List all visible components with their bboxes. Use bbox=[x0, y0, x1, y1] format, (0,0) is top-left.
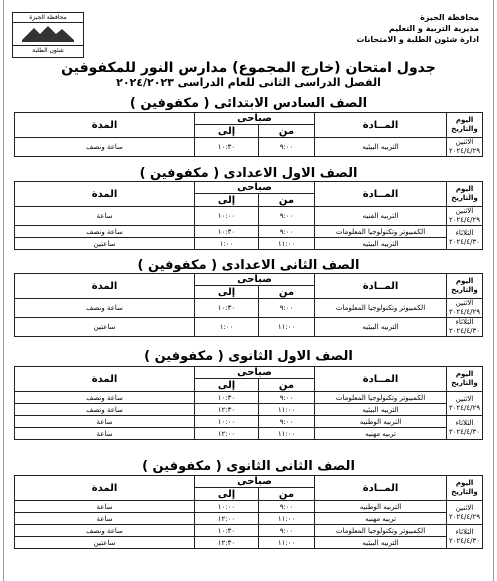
col-header-day: اليوم والتاريخ bbox=[447, 367, 483, 392]
from-time-cell: ١١:٠٠ bbox=[259, 238, 315, 250]
from-time-cell: ١١:٠٠ bbox=[259, 404, 315, 416]
from-time-cell: ٩:٠٠ bbox=[259, 501, 315, 513]
table-row bbox=[15, 428, 483, 440]
table-row bbox=[15, 238, 483, 250]
col-header-duration: المدة bbox=[15, 367, 195, 392]
col-header-period: صباحى bbox=[195, 274, 315, 286]
duration-cell: ساعة ونصف bbox=[15, 404, 195, 416]
day-label: الثلاثاء bbox=[455, 418, 474, 427]
subject-cell: الكمبيوتر وتكنولوجيا المعلومات bbox=[315, 226, 447, 238]
from-time-cell: ١١:٠٠ bbox=[259, 318, 315, 337]
organization-block bbox=[356, 12, 479, 45]
col-header-day: اليوم والتاريخ bbox=[447, 476, 483, 501]
col-header-from: من bbox=[259, 125, 315, 138]
date-label: ٢٠٢٤/٤/٢٩ bbox=[448, 147, 481, 155]
duration-cell: ساعة bbox=[15, 501, 195, 513]
table-row bbox=[15, 416, 483, 428]
exam-table bbox=[14, 181, 483, 250]
day-date-cell bbox=[447, 207, 483, 226]
date-label: ٢٠٢٤/٤/٢٩ bbox=[448, 403, 481, 412]
to-time-cell: ١٠:٠٠ bbox=[195, 416, 259, 428]
subject-cell: التربيه البيئيه bbox=[315, 404, 447, 416]
col-header-period: صباحى bbox=[195, 476, 315, 488]
from-time-cell: ١١:٠٠ bbox=[259, 513, 315, 525]
table-row bbox=[15, 318, 483, 337]
duration-cell: ساعة ونصف bbox=[15, 299, 195, 318]
from-time-cell: ١١:٠٠ bbox=[259, 428, 315, 440]
day-date-cell bbox=[447, 416, 483, 440]
ministry-logo bbox=[12, 12, 84, 58]
col-header-subject: المــادة bbox=[315, 182, 447, 207]
col-header-day: اليوم والتاريخ bbox=[447, 113, 483, 138]
day-date-cell bbox=[447, 299, 483, 318]
table-row bbox=[15, 392, 483, 404]
day-label: الثلاثاء bbox=[455, 318, 474, 326]
duration-cell: ساعتين bbox=[15, 537, 195, 549]
document-title-block bbox=[0, 60, 497, 90]
org-line-governorate: محافظة الجيزة bbox=[420, 13, 479, 22]
subject-cell: تربيه مهنيه bbox=[315, 513, 447, 525]
from-time-cell: ٩:٠٠ bbox=[259, 416, 315, 428]
col-header-period: صباحى bbox=[195, 182, 315, 194]
from-time-cell: ٩:٠٠ bbox=[259, 226, 315, 238]
table-row bbox=[15, 138, 483, 157]
subject-cell: الكمبيوتر وتكنولوجيا المعلومات bbox=[315, 299, 447, 318]
duration-cell: ساعة ونصف bbox=[15, 392, 195, 404]
table-row bbox=[15, 525, 483, 537]
grade-title: الصف الاول الثانوى ( مكفوفين ) bbox=[144, 349, 353, 364]
to-time-cell: ١٠:٣٠ bbox=[195, 299, 259, 318]
date-label: ٢٠٢٤/٤/٣٠ bbox=[448, 536, 481, 545]
subject-cell: التربيه الفنيه bbox=[315, 207, 447, 226]
day-label: الاثنين bbox=[455, 299, 474, 307]
subject-cell: التربيه البيئيه bbox=[315, 537, 447, 549]
col-header-duration: المدة bbox=[15, 274, 195, 299]
duration-cell: ساعة ونصف bbox=[15, 138, 195, 157]
to-time-cell: ١٠:٣٠ bbox=[195, 138, 259, 157]
day-label: الاثنين bbox=[455, 503, 474, 512]
org-line-administration: ادارة شئون الطلبة و الامتحانات bbox=[356, 35, 479, 44]
grade-title: الصف الثانى الثانوى ( مكفوفين ) bbox=[142, 459, 355, 474]
to-time-cell: ١٠:٣٠ bbox=[195, 525, 259, 537]
date-label: ٢٠٢٤/٤/٢٩ bbox=[448, 512, 481, 521]
col-header-day: اليوم والتاريخ bbox=[447, 274, 483, 299]
logo-emblem-icon bbox=[13, 23, 83, 45]
duration-cell: ساعة bbox=[15, 428, 195, 440]
col-header-to: إلى bbox=[195, 286, 259, 299]
to-time-cell: ١٢:٣٠ bbox=[195, 404, 259, 416]
table-row bbox=[15, 537, 483, 549]
col-header-period: صباحى bbox=[195, 113, 315, 125]
table-row bbox=[15, 207, 483, 226]
subject-cell: التربيه البيئيه bbox=[315, 238, 447, 250]
to-time-cell: ١:٠٠ bbox=[195, 238, 259, 250]
day-date-cell bbox=[447, 226, 483, 250]
duration-cell: ساعتين bbox=[15, 318, 195, 337]
subject-cell: التربيه الوطنيه bbox=[315, 501, 447, 513]
day-date-cell bbox=[447, 525, 483, 549]
grade-title: الصف السادس الابتدائى ( مكفوفين ) bbox=[129, 96, 368, 111]
duration-cell: ساعة ونصف bbox=[15, 226, 195, 238]
col-header-subject: المــادة bbox=[315, 476, 447, 501]
subject-cell: تربيه مهنيه bbox=[315, 428, 447, 440]
exam-table bbox=[14, 273, 483, 337]
to-time-cell: ١٠:٠٠ bbox=[195, 501, 259, 513]
from-time-cell: ٩:٠٠ bbox=[259, 392, 315, 404]
day-date-cell bbox=[447, 392, 483, 416]
subject-cell: الكمبيوتر وتكنولوجيا المعلومات bbox=[315, 525, 447, 537]
from-time-cell: ٩:٠٠ bbox=[259, 207, 315, 226]
table-row bbox=[15, 501, 483, 513]
col-header-to: إلى bbox=[195, 194, 259, 207]
document-title: جدول امتحان (خارج المجموع) مدارس النور للمكفوفين bbox=[61, 60, 436, 76]
date-label: ٢٠٢٤/٤/٣٠ bbox=[448, 427, 481, 436]
col-header-duration: المدة bbox=[15, 476, 195, 501]
col-header-to: إلى bbox=[195, 488, 259, 501]
grade-title: الصف الثانى الاعدادى ( مكفوفين ) bbox=[137, 258, 360, 273]
col-header-period: صباحى bbox=[195, 367, 315, 379]
from-time-cell: ٩:٠٠ bbox=[259, 525, 315, 537]
day-label: الاثنين bbox=[455, 394, 474, 403]
table-row bbox=[15, 299, 483, 318]
to-time-cell: ١٠:٠٠ bbox=[195, 207, 259, 226]
date-label: ٢٠٢٤/٤/٢٩ bbox=[448, 308, 481, 316]
to-time-cell: ١٠:٣٠ bbox=[195, 392, 259, 404]
duration-cell: ساعة bbox=[15, 207, 195, 226]
exam-table bbox=[14, 366, 483, 440]
document-subtitle: الفصل الدراسى الثانى للعام الدراسى ٢٠٢٤/٢٠٢٣ bbox=[116, 76, 381, 89]
day-date-cell bbox=[447, 318, 483, 337]
duration-cell: ساعة bbox=[15, 416, 195, 428]
document-header bbox=[0, 6, 497, 54]
to-time-cell: ١:٠٠ bbox=[195, 318, 259, 337]
day-label: الاثنين bbox=[455, 138, 474, 146]
duration-cell: ساعة ونصف bbox=[15, 525, 195, 537]
subject-cell: الكمبيوتر وتكنولوجيا المعلومات bbox=[315, 392, 447, 404]
duration-cell: ساعتين bbox=[15, 238, 195, 250]
col-header-from: من bbox=[259, 488, 315, 501]
date-label: ٢٠٢٤/٤/٣٠ bbox=[448, 237, 481, 246]
grade-title: الصف الاول الاعدادى ( مكفوفين ) bbox=[139, 166, 358, 181]
col-header-day: اليوم والتاريخ bbox=[447, 182, 483, 207]
to-time-cell: ١٢:٠٠ bbox=[195, 513, 259, 525]
to-time-cell: ١٢:٣٠ bbox=[195, 537, 259, 549]
col-header-to: إلى bbox=[195, 379, 259, 392]
logo-top-text: محافظة الجيزة bbox=[13, 13, 83, 23]
day-date-cell bbox=[447, 501, 483, 525]
date-label: ٢٠٢٤/٤/٣٠ bbox=[448, 327, 481, 335]
col-header-subject: المــادة bbox=[315, 113, 447, 138]
table-row bbox=[15, 226, 483, 238]
col-header-duration: المدة bbox=[15, 113, 195, 138]
date-label: ٢٠٢٤/٤/٢٩ bbox=[448, 216, 481, 224]
day-label: الاثنين bbox=[455, 207, 474, 215]
to-time-cell: ١٠:٣٠ bbox=[195, 226, 259, 238]
col-header-subject: المــادة bbox=[315, 367, 447, 392]
exam-table bbox=[14, 475, 483, 549]
table-row bbox=[15, 404, 483, 416]
table-row bbox=[15, 513, 483, 525]
logo-bottom-text: شئون الطلبة bbox=[13, 45, 83, 55]
col-header-duration: المدة bbox=[15, 182, 195, 207]
day-label: الثلاثاء bbox=[455, 527, 474, 536]
from-time-cell: ٩:٠٠ bbox=[259, 299, 315, 318]
col-header-from: من bbox=[259, 379, 315, 392]
day-date-cell bbox=[447, 138, 483, 157]
day-label: الثلاثاء bbox=[455, 228, 474, 237]
from-time-cell: ٩:٠٠ bbox=[259, 138, 315, 157]
col-header-subject: المــادة bbox=[315, 274, 447, 299]
subject-cell: التربيه البيئيه bbox=[315, 318, 447, 337]
to-time-cell: ١٢:٠٠ bbox=[195, 428, 259, 440]
col-header-from: من bbox=[259, 286, 315, 299]
exam-table bbox=[14, 112, 483, 157]
col-header-to: إلى bbox=[195, 125, 259, 138]
subject-cell: التربيه البيئيه bbox=[315, 138, 447, 157]
col-header-from: من bbox=[259, 194, 315, 207]
subject-cell: التربيه الوطنيه bbox=[315, 416, 447, 428]
duration-cell: ساعة bbox=[15, 513, 195, 525]
org-line-directorate: مديرية التربية و التعليم bbox=[388, 24, 479, 33]
from-time-cell: ١١:٠٠ bbox=[259, 537, 315, 549]
